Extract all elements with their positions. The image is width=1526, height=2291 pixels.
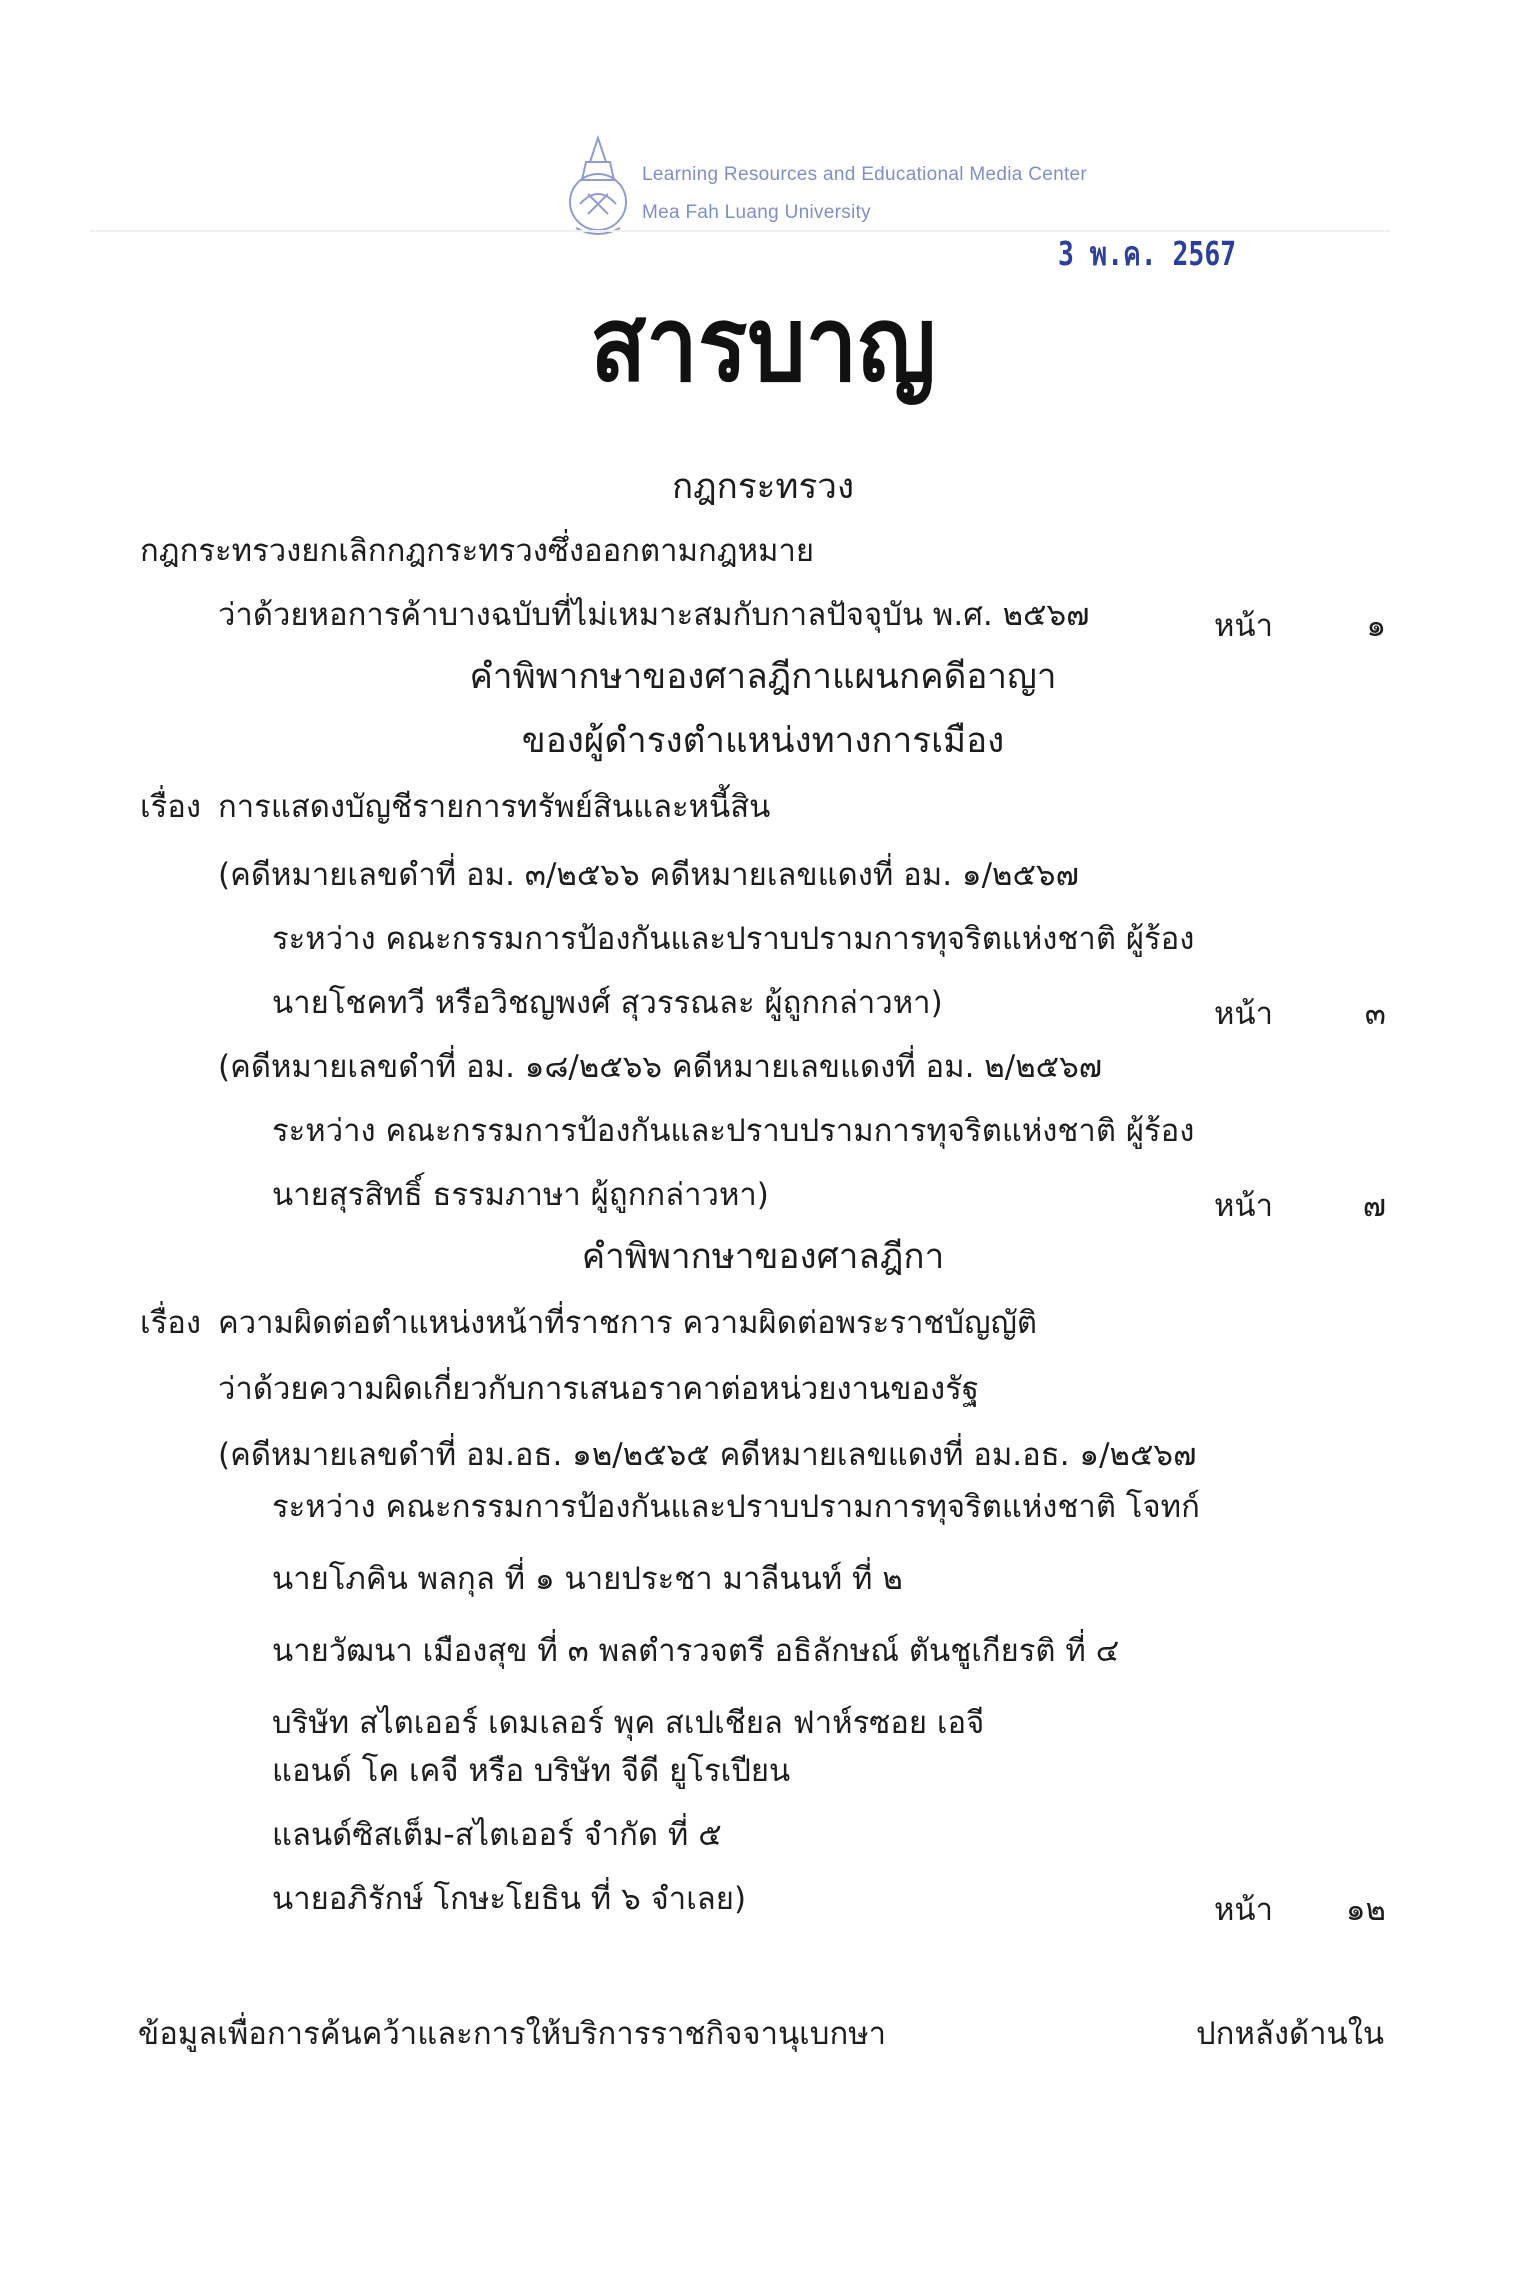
case2-parties-line2: นายสุรสิทธิ์ ธรรมภาษา ผู้ถูกกล่าวหา) (272, 1177, 769, 1213)
section1-heading: กฎกระทรวง (671, 467, 855, 507)
footer-location-note: ปกหลังด้านใน (1196, 2016, 1385, 2052)
case1-parties-line2: นายโชคทวี หรือวิชญพงศ์ สุวรรณละ ผู้ถูกกล่าวหา) (272, 985, 943, 1021)
case3-parties-line6: แลนด์ซิสเต็ม-สไตเออร์ จำกัด ที่ ๕ (272, 1817, 722, 1853)
stamp-center-name: Learning Resources and Educational Media Center (642, 164, 1088, 185)
case3-number: (คดีหมายเลขดำที่ อม.อธ. ๑๒/๒๕๖๕ คดีหมายเลขแดงที่ อม.อธ. ๑/๒๕๖๗ (218, 1437, 1197, 1473)
section2-heading-line2: ของผู้ดำรงตำแหน่งทางการเมือง (521, 721, 1005, 761)
receipt-stamp (560, 122, 1237, 273)
university-emblem-icon (560, 132, 636, 242)
bleed-through-rule (90, 230, 1390, 232)
section3-subject-line1: ความผิดต่อตำแหน่งหน้าที่ราชการ ความผิดต่อพระราชบัญญัติ (218, 1305, 1038, 1341)
case2-page-label: หน้า (1214, 1188, 1274, 1224)
case3-parties-line2: นายโภคิน พลกุล ที่ ๑ นายประชา มาลีนนท์ ที่ ๒ (272, 1561, 903, 1597)
section1-line2: ว่าด้วยหอการค้าบางฉบับที่ไม่เหมาะสมกับกาลปัจจุบัน พ.ศ. ๒๕๖๗ (218, 597, 1090, 633)
case3-page-number: ๑๒ (1345, 1892, 1386, 1928)
case2-page-number: ๗ (1362, 1188, 1386, 1224)
stamp-university-name: Mea Fah Luang University (642, 202, 871, 223)
case1-page-number: ๓ (1364, 996, 1386, 1032)
section1-page-number: ๑ (1366, 608, 1386, 644)
case1-number: (คดีหมายเลขดำที่ อม. ๓/๒๕๖๖ คดีหมายเลขแดงที่ อม. ๑/๒๕๖๗ (218, 857, 1079, 893)
section1-page-label: หน้า (1214, 608, 1274, 644)
page-title: สารบาญ (590, 284, 936, 405)
case3-parties-line4: บริษัท สไตเออร์ เดมเลอร์ พุค สเปเชียล ฟาห์รซอย เอจี (272, 1705, 985, 1741)
case3-parties-line5: แอนด์ โค เคจี หรือ บริษัท จีดี ยูโรเปียน (272, 1753, 791, 1789)
stamp-date: 3 พ.ค. 2567 (1058, 234, 1237, 273)
case3-page-label: หน้า (1214, 1892, 1274, 1928)
section2-subject: การแสดงบัญชีรายการทรัพย์สินและหนี้สิน (218, 789, 771, 825)
case3-parties-line1: ระหว่าง คณะกรรมการป้องกันและปราบปรามการทุจริตแห่งชาติ โจทก์ (272, 1489, 1200, 1525)
case3-parties-line3: นายวัฒนา เมืองสุข ที่ ๓ พลตำรวจตรี อธิลักษณ์ ตันชูเกียรติ ที่ ๔ (272, 1633, 1120, 1669)
footer-source-note: ข้อมูลเพื่อการค้นคว้าและการให้บริการราชกิจจานุเบกษา (138, 2016, 887, 2052)
section3-subject-label: เรื่อง (140, 1305, 202, 1341)
section1-line1: กฎกระทรวงยกเลิกกฎกระทรวงซึ่งออกตามกฎหมาย (140, 533, 815, 569)
case2-number: (คดีหมายเลขดำที่ อม. ๑๘/๒๕๖๖ คดีหมายเลขแดงที่ อม. ๒/๒๕๖๗ (218, 1049, 1103, 1085)
case2-parties-line1: ระหว่าง คณะกรรมการป้องกันและปราบปรามการทุจริตแห่งชาติ ผู้ร้อง (272, 1113, 1195, 1149)
case1-parties-line1: ระหว่าง คณะกรรมการป้องกันและปราบปรามการทุจริตแห่งชาติ ผู้ร้อง (272, 921, 1195, 957)
case1-page-label: หน้า (1214, 996, 1274, 1032)
section3-heading: คำพิพากษาของศาลฎีกา (581, 1237, 945, 1277)
section3-subject-line2: ว่าด้วยความผิดเกี่ยวกับการเสนอราคาต่อหน่วยงานของรัฐ (218, 1371, 979, 1407)
section2-subject-label: เรื่อง (140, 789, 202, 825)
case3-parties-line7: นายอภิรักษ์ โกษะโยธิน ที่ ๖ จำเลย) (272, 1881, 747, 1917)
section2-heading-line1: คำพิพากษาของศาลฎีกาแผนกคดีอาญา (469, 657, 1057, 697)
